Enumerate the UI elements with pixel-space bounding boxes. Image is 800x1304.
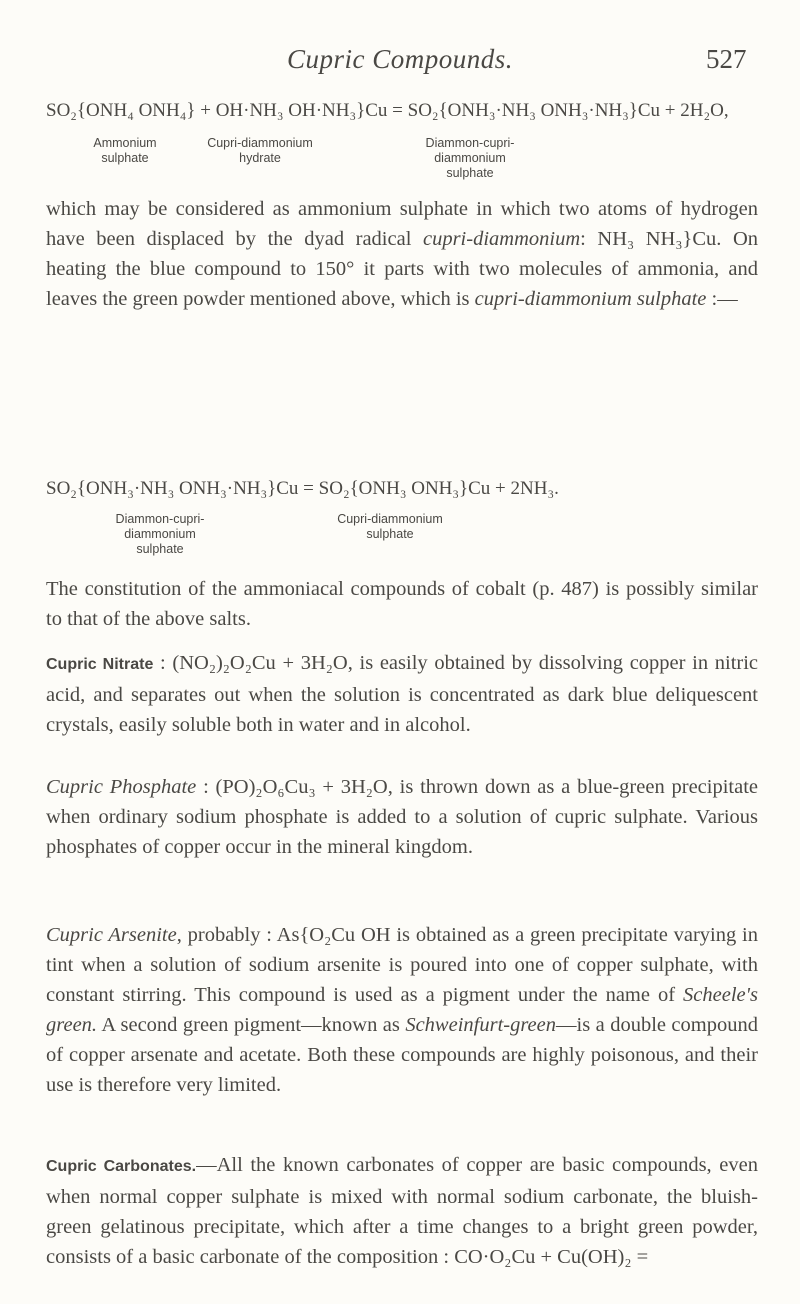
heading-cupric-phosphate: Cupric Phosphate [46,776,197,798]
running-title: Cupric Compounds. [286,44,514,74]
paragraph-cupric-phosphate: Cupric Phosphate : (PO)₂O₆Cu₃ + 3H₂O, is thrown down as a blue-green precipitate when ordinary sodium phosphate is added to a solution of cupric sulphate. Various phosphates of copper occur in the mineral kingdom. [46,776,759,858]
paragraph-cupric-carbonates: Cupric Carbonates.—All the known carbonates of copper are basic compounds, even when normal copper sulphate is mixed with normal sodium carbonate, the bluish-green gelatinous precipitate, which after a time changes to a bright green powder, consists of a basic carbonate of the composition : CO·O₂Cu + Cu(OH)₂ = [46,1154,758,1268]
label-ammonium-sulphate: Ammonium sulphate [93,136,157,165]
heading-cupric-nitrate: Cupric Nitrate [46,656,154,673]
paragraph-cobalt-constitution: The constitution of the ammoniacal compounds of cobalt (p. 487) is possibly similar to that of the above salts. [46,578,758,630]
paragraph-cupri-diammonium: which may be considered as ammonium sulphate in which two atoms of hydrogen have been displaced by the dyad radical cupri-diammonium: NH₃ NH₃}Cu. On heating the blue compound to 150° it parts with two molecules of ammonia, and leaves the green powder mentioned above, which is cupri-diammonium sulphate :— [46,198,759,310]
equation-1: SO₂{ONH₄ ONH₄} + OH·NH₃ OH·NH₃}Cu = SO₂{ONH₃·NH₃ ONH₃·NH₃}Cu + 2H₂O, [46,100,729,121]
heading-cupric-carbonates: Cupric Carbonates. [46,1158,197,1175]
paragraph-cupric-nitrate: Cupric Nitrate : (NO₂)₂O₂Cu + 3H₂O, is easily obtained by dissolving copper in nitric acid, and separates out when the solution is concentrated as dark blue deliquescent crystals, easily soluble both in water and in alcohol. [46,652,759,736]
heading-cupric-arsenite: Cupric Arsenite [46,924,177,946]
label-cupri-diammonium-sulphate: Cupri-diammonium sulphate [337,512,443,541]
paragraph-cupric-arsenite: Cupric Arsenite, probably : As{O₂Cu OH is obtained as a green precipitate varying in tint when a solution of sodium arsenite is poured into one of copper sulphate, with constant stirring. This compound is used as a pigment under the name of Scheele's green. A second green pigment—known as Schweinfurt-green—is a double compound of copper arsenate and acetate. Both these compounds are highly poisonous, and their use is therefore very limited. [46,924,758,1096]
label-diammon-cupri-diammonium-sulphate: Diammon-cupri- diammonium sulphate [425,136,515,180]
equation-2: SO₂{ONH₃·NH₃ ONH₃·NH₃}Cu = SO₂{ONH₃ ONH₃}Cu + 2NH₃. [46,478,559,499]
label-cupri-diammonium-hydrate: Cupri-diammonium hydrate [207,136,313,165]
label-diammon-cupri-diammonium-sulphate-2: Diammon-cupri- diammonium sulphate [115,512,205,556]
page-number: 527 [706,44,747,74]
